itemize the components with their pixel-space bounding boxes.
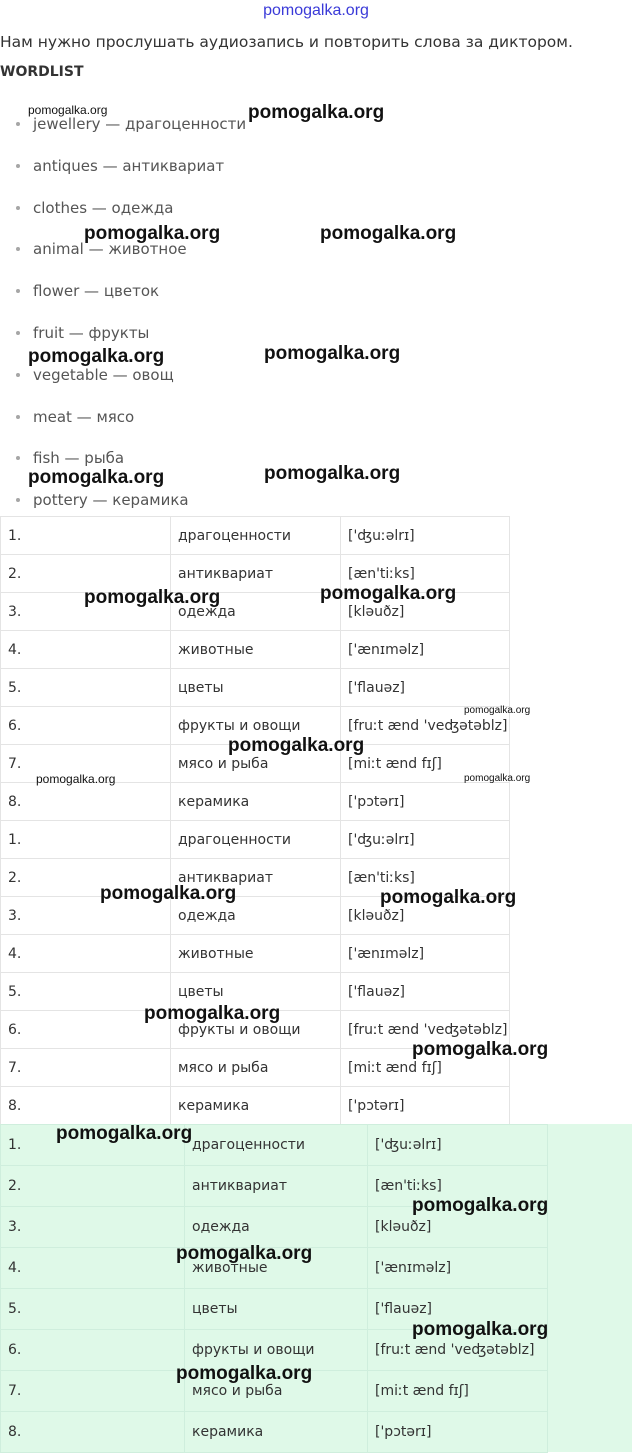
row-number: 1.	[1, 821, 171, 859]
row-number: 7.	[1, 1049, 171, 1087]
russian-word: керамика	[185, 1412, 368, 1453]
table-row	[1, 517, 510, 555]
watermark-text: pomogalka.org	[100, 883, 237, 904]
bullet-icon	[16, 456, 20, 460]
watermark-text: pomogalka.org	[28, 467, 165, 488]
list-item: pottery — керамика	[16, 485, 246, 527]
row-number: 4.	[1, 1248, 185, 1289]
table-row	[1, 1087, 510, 1125]
row-number: 6.	[1, 1011, 171, 1049]
russian-word: одежда	[185, 1207, 368, 1248]
table-row	[1, 1412, 548, 1453]
list-item: flower — цветок	[16, 276, 246, 318]
transcription: [fruːt ænd 'veʤətəblz]	[368, 1330, 548, 1371]
transcription: [fruːt ænd 'veʤətəblz]	[341, 1011, 510, 1049]
transcription: ['flauəz]	[341, 669, 510, 707]
russian-word: драгоценности	[171, 821, 341, 859]
russian-word: фрукты и овощи	[171, 1011, 341, 1049]
row-number: 4.	[1, 631, 171, 669]
russian-word: цветы	[171, 973, 341, 1011]
list-item: antiques — антиквариат	[16, 151, 246, 193]
table-row	[1, 669, 510, 707]
row-number: 7.	[1, 1371, 185, 1412]
russian-word: драгоценности	[171, 517, 341, 555]
list-item: fish — рыба	[16, 443, 246, 485]
bullet-icon	[16, 206, 20, 210]
bullet-icon	[16, 122, 20, 126]
wordlist	[16, 109, 246, 527]
transcription: ['flauəz]	[368, 1289, 548, 1330]
russian-word: мясо и рыба	[171, 745, 341, 783]
watermark-text: pomogalka.org	[412, 1319, 549, 1340]
transcription: ['ʤuːəlrɪ]	[341, 517, 510, 555]
watermark-text: pomogalka.org	[176, 1243, 313, 1264]
transcription: [æn'tiːks]	[341, 859, 510, 897]
russian-word: одежда	[171, 897, 341, 935]
russian-word: антиквариат	[185, 1166, 368, 1207]
wordlist-heading: WORDLIST	[0, 64, 84, 80]
watermark-text: pomogalka.org	[28, 346, 165, 367]
transcription: ['flauəz]	[341, 973, 510, 1011]
watermark-text: pomogalka.org	[28, 103, 108, 117]
table-row	[1, 821, 510, 859]
vocabulary-table-2	[0, 820, 510, 1125]
russian-word: цветы	[171, 669, 341, 707]
russian-word: одежда	[171, 593, 341, 631]
watermark-text: pomogalka.org	[248, 102, 385, 123]
list-item: meat — мясо	[16, 402, 246, 444]
row-number: 5.	[1, 1289, 185, 1330]
transcription: ['pɔtərɪ]	[341, 783, 510, 821]
russian-word: животные	[185, 1248, 368, 1289]
watermark-text: pomogalka.org	[228, 735, 365, 756]
transcription: [kləuðz]	[341, 897, 510, 935]
transcription: ['ʤuːəlrɪ]	[368, 1125, 548, 1166]
row-number: 2.	[1, 555, 171, 593]
bullet-icon	[16, 164, 20, 168]
bullet-icon	[16, 415, 20, 419]
watermark-text: pomogalka.org	[380, 887, 517, 908]
row-number: 6.	[1, 1330, 185, 1371]
row-number: 5.	[1, 973, 171, 1011]
list-item: fruit — фрукты	[16, 318, 246, 360]
watermark-text: pomogalka.org	[264, 463, 401, 484]
transcription: [miːt ænd fɪʃ]	[341, 745, 510, 783]
transcription: [kləuðz]	[368, 1207, 548, 1248]
vocabulary-table-3	[0, 1124, 548, 1453]
watermark-text: pomogalka.org	[176, 1363, 313, 1384]
watermark-text: pomogalka.org	[464, 773, 531, 784]
watermark-text: pomogalka.org	[412, 1195, 549, 1216]
watermark-text: pomogalka.org	[144, 1003, 281, 1024]
russian-word: керамика	[171, 1087, 341, 1125]
transcription: [æn'tiːks]	[341, 555, 510, 593]
transcription: [fruːt ænd 'veʤətəblz]	[341, 707, 510, 745]
russian-word: животные	[171, 631, 341, 669]
watermark-text: pomogalka.org	[320, 223, 457, 244]
list-item: animal — животное	[16, 234, 246, 276]
row-number: 3.	[1, 593, 171, 631]
watermark-text: pomogalka.org	[36, 772, 116, 786]
list-item: vegetable — овощ	[16, 360, 246, 402]
transcription: [miːt ænd fɪʃ]	[341, 1049, 510, 1087]
russian-word: драгоценности	[185, 1125, 368, 1166]
bullet-icon	[16, 331, 20, 335]
list-item: clothes — одежда	[16, 193, 246, 235]
russian-word: мясо и рыба	[185, 1371, 368, 1412]
row-number: 6.	[1, 707, 171, 745]
row-number: 5.	[1, 669, 171, 707]
list-item: jewellery — драгоценности	[16, 109, 246, 151]
table-row	[1, 631, 510, 669]
transcription: ['ænɪməlz]	[341, 935, 510, 973]
table-row	[1, 935, 510, 973]
row-number: 4.	[1, 935, 171, 973]
bullet-icon	[16, 247, 20, 251]
russian-word: антиквариат	[171, 555, 341, 593]
site-watermark-top: pomogalka.org	[263, 2, 369, 19]
watermark-text: pomogalka.org	[412, 1039, 549, 1060]
russian-word: керамика	[171, 783, 341, 821]
row-number: 3.	[1, 897, 171, 935]
row-number: 2.	[1, 859, 171, 897]
row-number: 1.	[1, 517, 171, 555]
russian-word: фрукты и овощи	[185, 1330, 368, 1371]
row-number: 8.	[1, 1412, 185, 1453]
bullet-icon	[16, 289, 20, 293]
table-row	[1, 783, 510, 821]
row-number: 3.	[1, 1207, 185, 1248]
watermark-text: pomogalka.org	[264, 343, 401, 364]
transcription: ['ænɪməlz]	[368, 1248, 548, 1289]
row-number: 1.	[1, 1125, 185, 1166]
row-number: 8.	[1, 1087, 171, 1125]
transcription: [æn'tiːks]	[368, 1166, 548, 1207]
bullet-icon	[16, 498, 20, 502]
watermark-text: pomogalka.org	[56, 1123, 193, 1144]
russian-word: цветы	[185, 1289, 368, 1330]
highlight-background	[548, 1124, 632, 1452]
watermark-text: pomogalka.org	[464, 705, 531, 716]
bullet-icon	[16, 373, 20, 377]
intro-text: Нам нужно прослушать аудиозапись и повторить слова за диктором.	[0, 33, 573, 51]
transcription: [kləuðz]	[341, 593, 510, 631]
transcription: ['ænɪməlz]	[341, 631, 510, 669]
transcription: [miːt ænd fɪʃ]	[368, 1371, 548, 1412]
watermark-text: pomogalka.org	[84, 223, 221, 244]
watermark-text: pomogalka.org	[320, 583, 457, 604]
transcription: ['pɔtərɪ]	[368, 1412, 548, 1453]
russian-word: антиквариат	[171, 859, 341, 897]
row-number: 8.	[1, 783, 171, 821]
row-number: 7.	[1, 745, 171, 783]
russian-word: животные	[171, 935, 341, 973]
russian-word: фрукты и овощи	[171, 707, 341, 745]
transcription: ['ʤuːəlrɪ]	[341, 821, 510, 859]
russian-word: мясо и рыба	[171, 1049, 341, 1087]
row-number: 2.	[1, 1166, 185, 1207]
watermark-text: pomogalka.org	[84, 587, 221, 608]
transcription: ['pɔtərɪ]	[341, 1087, 510, 1125]
